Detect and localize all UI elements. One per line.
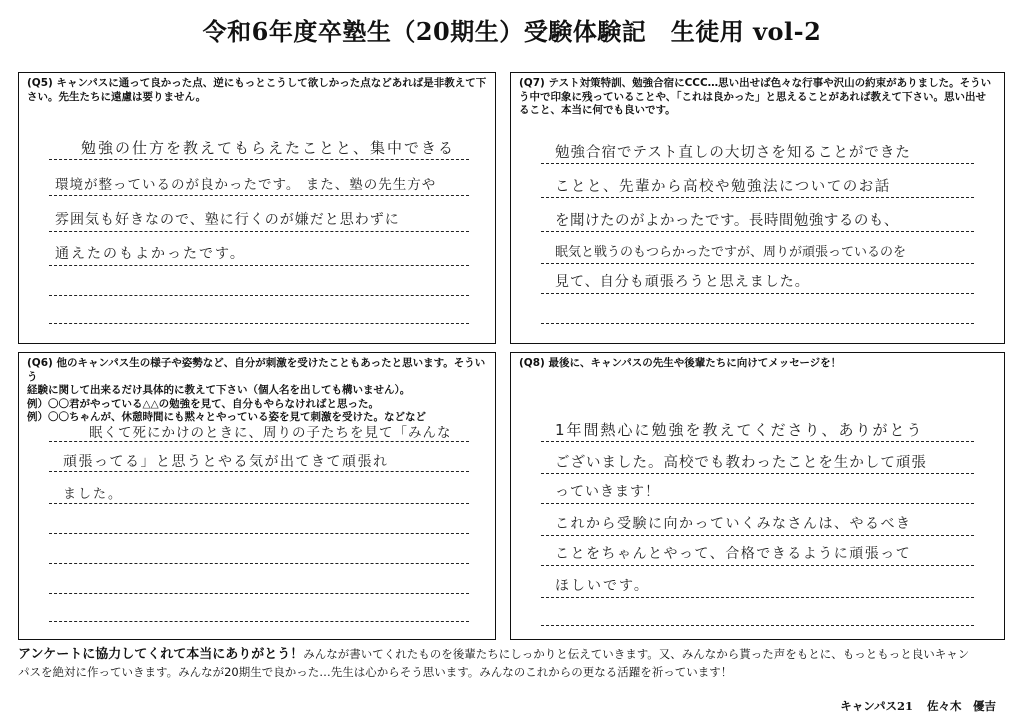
q8-answer-line: これから受験に向かっていくみなさんは、やるべき [555, 516, 912, 532]
ruled-line [49, 265, 469, 266]
ruled-line [541, 231, 974, 232]
q8-question: (Q8) 最後に、キャンパスの先生や後輩たちに向けてメッセージを！ [519, 357, 842, 369]
q5-question: (Q5) キャンパスに通って良かった点、逆にもっとこうして欲しかった点などあれば是非教えて下さい。先生たちに遠慮は要りません。 [27, 77, 487, 103]
q6-answer-line: 頑張ってる」と思うとやる気が出てきて頑張れ [63, 454, 389, 470]
footer-lead: アンケートに協力してくれて本当にありがとう！ [18, 647, 304, 662]
ruled-line [541, 625, 974, 626]
q7-question: (Q7) テスト対策特訓、勉強合宿にCCC…思い出せば色々な行事や沢山の約束がありました。そういう中で印象に残っていることや、「これは良かった」と思えることがあれば教えて下さい。思い出せること、本当に何でも良いです。 [519, 77, 992, 116]
signature-org: キャンパス21 [840, 699, 913, 713]
q8-answer-line: ございました。高校でも教わったことを生かして頑張 [555, 455, 927, 471]
q5-answer-line: 雰囲気も好きなので、塾に行くのが嫌だと思わずに [55, 212, 400, 228]
footer-line1-text: みんなが書いてくれたものを後輩たちにしっかりと伝えていきます。又、みんなから貰った声をもとに、もっともっと良いキャン [303, 647, 970, 661]
q8-box [510, 352, 1005, 640]
q6-answer-line: ました。 [63, 487, 124, 502]
q6-question-line: 例）〇〇君がやっている△△の勉強を見て、自分もやらなければと思った。 [27, 397, 379, 410]
q6-question-line: 例）〇〇ちゃんが、休憩時間にも黙々とやっている姿を見て刺激を受けた。などなど [27, 411, 426, 423]
ruled-line [49, 195, 469, 196]
footer-line-2: パスを絶対に作っていきます。みんなが20期生で良かった…先生は心からそう思います。みんなのこれからの更なる活躍を祈っています！ [18, 665, 733, 679]
ruled-line [541, 197, 974, 198]
q5-answer-line: 勉強の仕方を教えてもらえたことと、集中できる [81, 139, 456, 157]
ruled-line [49, 621, 469, 622]
ruled-line [541, 263, 974, 264]
q5-answer-line: 環境が整っているのが良かったです。 また、塾の先生方や [55, 177, 437, 193]
ruled-line [49, 159, 469, 160]
ruled-line [49, 323, 469, 324]
ruled-line [541, 163, 974, 164]
ruled-line [49, 563, 469, 564]
q7-answer-line: 眠気と戦うのもつらかったですが、周りが頑張っているのを [555, 245, 907, 260]
q6-box [18, 352, 496, 640]
q5-answer-line: 通えたのもよかったです。 [55, 246, 246, 262]
page-title: 令和6年度卒塾生（20期生）受験体験記 生徒用 vol-2 [202, 17, 822, 46]
ruled-line [49, 503, 469, 504]
ruled-line [541, 441, 974, 442]
ruled-line [541, 293, 974, 294]
q7-answer-line: ことと、先輩から高校や勉強法についてのお話 [555, 179, 891, 195]
signature [840, 698, 996, 714]
ruled-line [49, 593, 469, 594]
ruled-line [49, 441, 469, 442]
q7-answer-line: 勉強合宿でテスト直しの大切さを知ることができた [555, 145, 911, 161]
q6-question [27, 357, 487, 425]
ruled-line [541, 323, 974, 324]
ruled-line [49, 471, 469, 472]
q6-question-line: (Q6) 他のキャンパス生の様子や姿勢など、自分が刺激を受けたこともあったと思います。そういう [27, 357, 486, 383]
signature-name: 佐々木 優吉 [927, 699, 996, 713]
q8-answer-line: ほしいです。 [555, 578, 650, 594]
ruled-line [49, 231, 469, 232]
ruled-line [541, 473, 974, 474]
q8-answer-line: ことをちゃんとやって、合格できるように頑張って [555, 546, 912, 562]
q6-question-line: 経験に関して出来るだけ具体的に教えて下さい（個人名を出しても構いません）。 [27, 384, 411, 396]
ruled-line [541, 597, 974, 598]
footer-line-1 [18, 646, 1008, 663]
ruled-line [541, 565, 974, 566]
q7-answer-line: を聞けたのがよかったです。長時間勉強するのも、 [555, 213, 899, 229]
q6-answer-line: 眠くて死にかけのときに、周りの子たちを見て「みんな [89, 425, 452, 441]
q7-box [510, 72, 1005, 344]
ruled-line [49, 533, 469, 534]
q8-answer-line: っていきます！ [555, 484, 660, 500]
ruled-line [49, 295, 469, 296]
ruled-line [541, 535, 974, 536]
q7-answer-line: 見て、自分も頑張ろうと思えました。 [555, 274, 810, 290]
q8-answer-line: 1年間熱心に勉強を教えてくださり、ありがとう [555, 421, 924, 439]
ruled-line [541, 503, 974, 504]
q5-box [18, 72, 496, 344]
